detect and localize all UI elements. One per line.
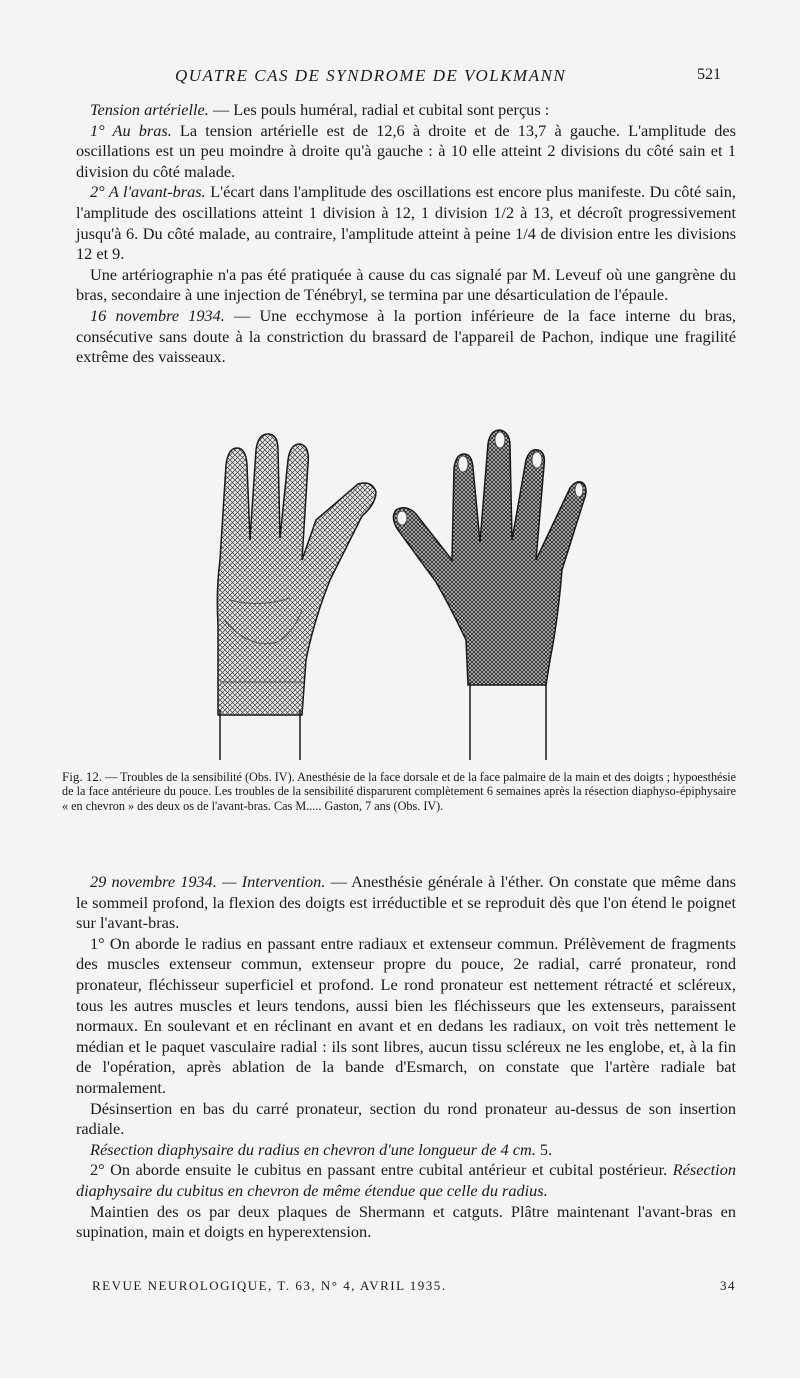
page-footer bbox=[92, 1278, 736, 1302]
paragraph bbox=[76, 872, 736, 934]
paragraph-text: — Les pouls huméral, radial et cubital sont perçus : bbox=[208, 100, 550, 119]
paragraph-lead: 1° Au bras. bbox=[90, 120, 172, 140]
paragraph-text: 2° On aborde ensuite le cubitus en passant entre cubital antérieur et cubital postérieur. bbox=[90, 1160, 673, 1180]
paragraph-text: L'écart dans l'amplitude des oscillations est encore plus manifeste. Du côté sain, l'amplitude des oscillations atteint 1 division à 12, 1 division 1/2 à 13, et décroît progressivement jusqu'à 6. Du côté malade, au contraire, l'amplitude atteint à peine 1/4 de division entre les divisions 12 et 9. bbox=[76, 182, 737, 264]
journal-reference: REVUE NEUROLOGIQUE, T. 63, N° 4, AVRIL 1935. bbox=[92, 1278, 447, 1293]
paragraph-text: Une artériographie n'a pas été pratiquée à cause du cas signalé par M. Leveuf où une gangrène du bras, secondaire à une injection de Ténébryl, se termina par une désarticulation de l'épaule. bbox=[76, 264, 736, 305]
paragraph bbox=[76, 182, 736, 264]
figure-caption bbox=[62, 770, 736, 813]
paragraph-text: Maintien des os par deux plaques de Shermann et catguts. Plâtre maintenant l'avant-bras en supination, main et doigts en hyperextension. bbox=[76, 1201, 736, 1242]
paragraph-lead: 2° A l'avant-bras. bbox=[90, 182, 206, 202]
paragraph bbox=[76, 1099, 736, 1140]
paragraph bbox=[76, 1160, 736, 1201]
paragraph-italic-tail: Résection diaphysaire du cubitus en chevron de même étendue que celle du radius. bbox=[76, 1160, 736, 1200]
sheet-number: 34 bbox=[720, 1278, 736, 1293]
left-hand-drawing bbox=[217, 434, 376, 760]
paragraph-lead: Résection diaphysaire du radius en chevron d'une longueur de 4 cm. bbox=[90, 1139, 536, 1159]
paragraph-lead: 16 novembre 1934. bbox=[90, 305, 225, 325]
figure-label: Fig. 12. bbox=[62, 769, 103, 784]
paragraph-text: 5. bbox=[535, 1139, 553, 1159]
paragraph bbox=[76, 1140, 736, 1161]
paragraph bbox=[76, 1202, 736, 1243]
paragraph-text: Désinsertion en bas du carré pronateur, section du rond pronateur au-dessus de son insertion radiale. bbox=[76, 1098, 736, 1139]
top-text-block bbox=[76, 100, 736, 368]
right-hand-drawing bbox=[393, 430, 586, 760]
paragraph-lead: Tension artérielle. bbox=[90, 100, 209, 119]
paragraph bbox=[76, 306, 736, 368]
paragraph bbox=[76, 100, 736, 121]
paragraph bbox=[76, 934, 736, 1099]
page-number: 521 bbox=[697, 66, 721, 83]
paragraph-text: La tension artérielle est de 12,6 à droite et de 13,7 à gauche. L'amplitude des oscillations est un peu moindre à droite qu'à gauche : à 10 elle atteint 2 divisions du côté sain et 1 division du côté malade. bbox=[76, 120, 736, 181]
paragraph bbox=[76, 265, 736, 306]
hands-figure bbox=[190, 420, 590, 765]
paragraph-text: — Une ecchymose à la portion inférieure de la face interne du bras, consécutive sans doute à la constriction du brassard de l'appareil de Pachon, indique une fragilité extrême des vaisseaux. bbox=[76, 305, 736, 367]
caption-text: — Troubles de la sensibilité (Obs. IV). Anesthésie de la face dorsale et de la face palmaire de la main et des doigts ; hypoesthésie de la face antérieure du pouce. Les troubles de la sensibilité disparurent complètement 6 semaines après la résection diaphyso-épiphysaire « en chevron » des deux os de l'avant-bras. Cas M..... Gaston, 7 ans (Obs. IV). bbox=[62, 770, 736, 813]
paragraph-text: — Anesthésie générale à l'éther. On constate que même dans le sommeil profond, la flexion des doigts est irréductible et se reproduit dès que l'on étend le poignet sur l'avant-bras. bbox=[76, 872, 736, 933]
running-title: QUATRE CAS DE SYNDROME DE VOLKMANN bbox=[175, 66, 567, 85]
paragraph-lead: 29 novembre 1934. — Intervention. bbox=[90, 872, 326, 891]
bottom-text-block bbox=[76, 872, 736, 1243]
running-header bbox=[0, 66, 800, 94]
paragraph bbox=[76, 121, 736, 183]
paragraph-text: 1° On aborde le radius en passant entre radiaux et extenseur commun. Prélèvement de fragments des muscles extenseur commun, extenseur propre du pouce, 2e radial, carré pronateur, rond pronateur, fléchisseur superficiel et profond. Le rond pronateur est nettement rétracté et scléreux, tous les autres muscles et leurs tendons, aussi bien les fléchisseurs que les extenseurs, paraissent normaux. En soulevant et en réclinant en avant et en dedans les radiaux, on voit très nettement le médian et le paquet vasculaire radial : ils sont libres, aucun tissu scléreux ne les englobe, et, à la fin de l'opération, après ablation de la bande d'Esmarch, on constate que l'artère radiale bat normalement. bbox=[76, 933, 736, 1097]
